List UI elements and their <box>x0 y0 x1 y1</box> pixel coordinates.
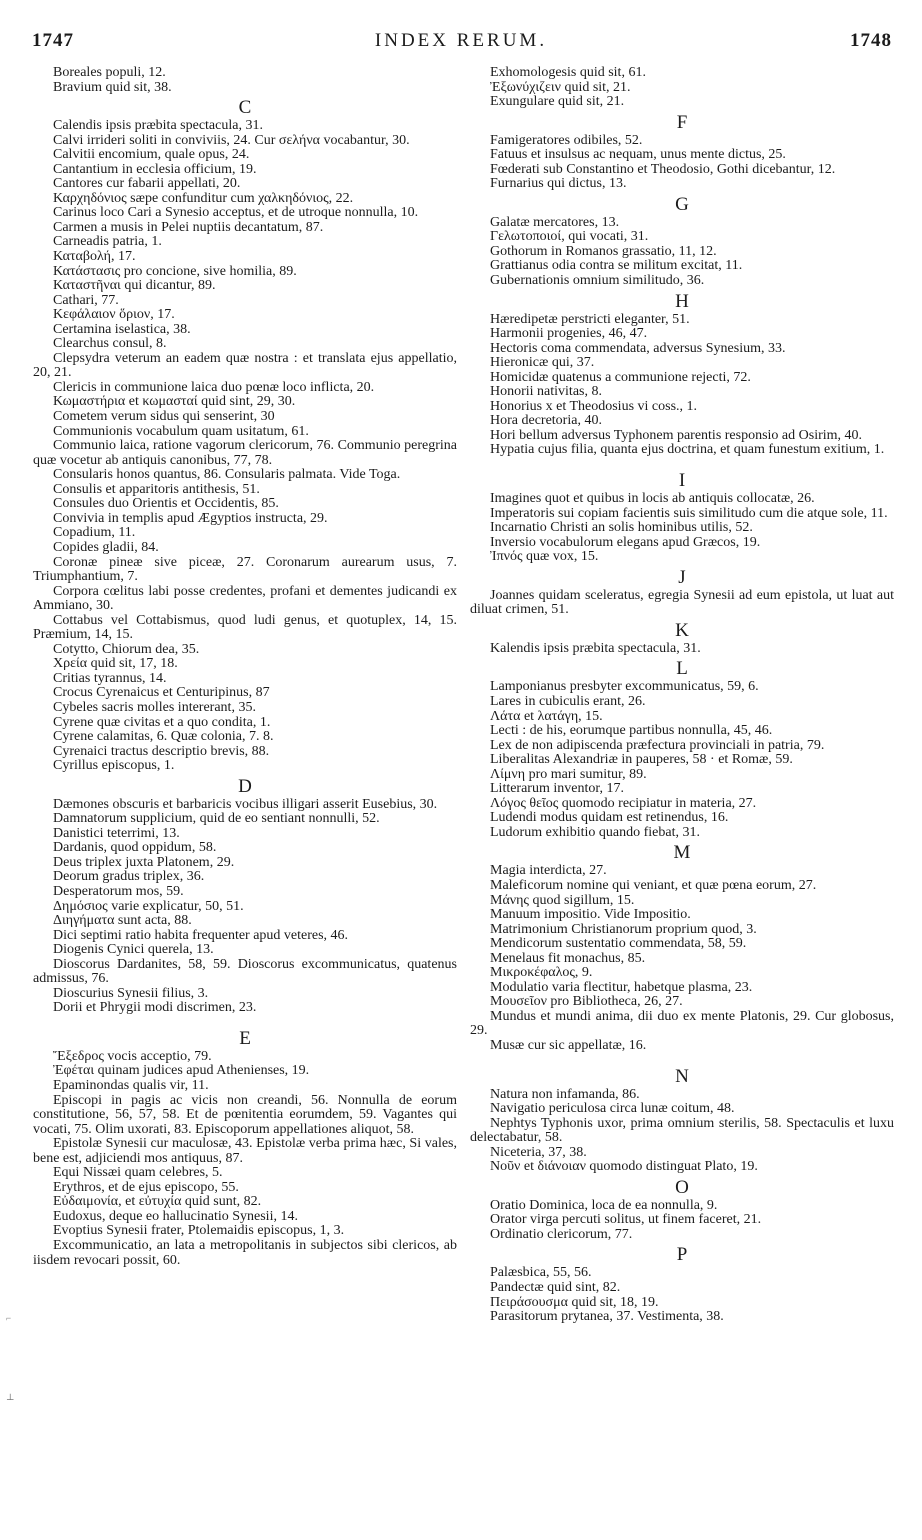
margin-mark: ⊥ <box>6 1392 15 1402</box>
index-entry: Coronæ pineæ sive piceæ, 27. Coronarum aurearum usus, 7. Triumphantium, 7. <box>33 554 457 585</box>
section-letter-o: O <box>675 1176 689 1198</box>
index-entry: Oratio Dominica, loca de ea nonnulla, 9. <box>490 1197 718 1213</box>
index-entry: Dioscorus Dardanites, 58, 59. Dioscorus excommunicatus, quatenus admissus, 76. <box>33 956 457 987</box>
index-entry: Λίμνη pro mari sumitur, 89. <box>490 766 647 782</box>
index-entry: Parasitorum prytanea, 37. Vestimenta, 38. <box>490 1309 724 1325</box>
index-entry: Cantantium in ecclesia officium, 19. <box>53 161 257 177</box>
index-entry: Dardanis, quod oppidum, 58. <box>53 840 217 856</box>
section-letter-d: D <box>238 775 252 797</box>
index-entry: Episcopi in pagis ac vicis non creandi, 56. Nonnulla de eorum constitutione, 56, 57, 58. Et de pœnitentia eorumdem, 59. Vagantes qui vocati, 75. Olim uxorati, 83. Episcoporum appellationes aliquot, 58. <box>33 1092 457 1137</box>
index-entry: Honorii nativitas, 8. <box>490 384 602 400</box>
index-entry: Εὐδαιμονία, et εὐτυχία quid sunt, 82. <box>53 1194 262 1210</box>
index-entry: Carneadis patria, 1. <box>53 234 162 250</box>
index-entry: Modulatio varia flectitur, habetque plasma, 23. <box>490 979 753 995</box>
index-entry: Galatæ mercatores, 13. <box>490 214 620 230</box>
index-entry: Natura non infamanda, 86. <box>490 1086 640 1102</box>
index-entry: Damnatorum supplicium, quid de eo sentiant nonnulli, 52. <box>53 811 380 827</box>
index-entry: Ἐξωνύχιζειν quid sit, 21. <box>490 79 631 95</box>
index-entry: Harmonii progenies, 46, 47. <box>490 326 648 342</box>
index-entry: Διηγήματα sunt acta, 88. <box>53 913 192 929</box>
index-entry: Deus triplex juxta Platonem, 29. <box>53 854 235 870</box>
index-entry: Μάνης quod sigillum, 15. <box>490 892 635 908</box>
index-entry: Ἐφέται quinam judices apud Athenienses, 19. <box>53 1063 310 1079</box>
index-entry: Πειράσουσμα quid sit, 18, 19. <box>490 1294 659 1310</box>
index-entry: Fatuus et insulsus ac nequam, unus mente dictus, 25. <box>490 147 786 163</box>
index-entry: Evoptius Synesii frater, Ptolemaidis episcopus, 1, 3. <box>53 1223 345 1239</box>
index-entry: Litterarum inventor, 17. <box>490 781 624 797</box>
index-entry: Clepsydra veterum an eadem quæ nostra : et translata ejus appellatio, 20, 21. <box>33 350 457 381</box>
index-entry: Ludorum exhibitio quando fiebat, 31. <box>490 824 700 840</box>
index-entry: Καταστῆναι qui dicantur, 89. <box>53 278 216 294</box>
index-entry: Critias tyrannus, 14. <box>53 670 167 686</box>
index-entry: Incarnatio Christi an solis hominibus utilis, 52. <box>490 520 753 536</box>
index-entry: Homicidæ quatenus a communione rejecti, 72. <box>490 369 751 385</box>
index-entry: Musæ cur sic appellatæ, 16. <box>490 1037 647 1053</box>
index-entry: Cathari, 77. <box>53 292 119 308</box>
index-entry: Menelaus fit monachus, 85. <box>490 950 646 966</box>
section-letter-l: L <box>676 658 688 680</box>
index-entry: Bravium quid sit, 38. <box>53 79 172 95</box>
index-entry: Inversio vocabulorum elegans apud Græcos, 19. <box>490 534 761 550</box>
right-index-column <box>470 66 894 1325</box>
index-entry: Cyrillus episcopus, 1. <box>53 758 175 774</box>
index-entry: Danistici teterrimi, 13. <box>53 825 180 841</box>
index-entry: Consulis et apparitoris antithesis, 51. <box>53 481 260 497</box>
page-header <box>0 0 922 60</box>
index-entry: Κατάστασις pro concione, sive homilia, 89. <box>53 263 297 279</box>
index-entry: Exhomologesis quid sit, 61. <box>490 65 646 80</box>
index-entry: Carmen a musis in Pelei nuptiis decantatum, 87. <box>53 219 324 235</box>
index-entry: Dioscurius Synesii filius, 3. <box>53 985 209 1001</box>
index-entry: Liberalitas Alexandriæ in pauperes, 58 · et Romæ, 59. <box>490 752 793 768</box>
index-entry: Honorius x et Theodosius vi coss., 1. <box>490 398 698 414</box>
index-entry: Imagines quot et quibus in locis ab antiquis collocatæ, 26. <box>490 491 815 507</box>
index-entry: Cybeles sacris molles intererant, 35. <box>53 699 256 715</box>
index-entry: Gothorum in Romanos grassatio, 11, 12. <box>490 243 717 259</box>
section-letter-h: H <box>675 290 689 312</box>
index-entry: Imperatoris sui copiam facientis suis similitudo cum die atque sole, 11. <box>490 505 888 521</box>
index-entry: Dæmones obscuris et barbaricis vocibus illigari asserit Eusebius, 30. <box>53 796 438 812</box>
section-letter-j: J <box>678 566 686 588</box>
index-entry: Cyrene calamitas, 6. Quæ colonia, 7. 8. <box>53 729 274 745</box>
index-entry: Navigatio periculosa circa lunæ coitum, 48. <box>490 1101 735 1117</box>
index-entry: Cottabus vel Cottabismus, quod ludi genus, et quotuplex, 14, 15. Præmium, 14, 15. <box>33 612 457 643</box>
index-entry: Consules duo Orientis et Occidentis, 85. <box>53 496 279 512</box>
index-entry: Magia interdicta, 27. <box>490 863 607 879</box>
index-entry: Palæsbica, 55, 56. <box>490 1265 592 1281</box>
section-letter-g: G <box>675 193 689 215</box>
index-entry: Equi Nissæi quam celebres, 5. <box>53 1165 223 1181</box>
section-letter-m: M <box>673 842 691 864</box>
left-index-column <box>33 66 457 1268</box>
index-entry: Γελωτοποιοί, qui vocati, 31. <box>490 229 649 245</box>
index-entry: Calendis ipsis præbita spectacula, 31. <box>53 118 263 134</box>
index-entry: Λάτα et λατάγη, 15. <box>490 708 603 724</box>
section-letter-k: K <box>675 619 689 641</box>
index-entry: Dici septimi ratio habita frequenter apud veteres, 46. <box>53 927 349 943</box>
index-entry: Clericis in communione laica duo pœnæ loco inflicta, 20. <box>53 379 375 395</box>
index-entry: Orator virga percuti solitus, ut finem faceret, 21. <box>490 1212 762 1228</box>
index-entry: Δημόσιος varie explicatur, 50, 51. <box>53 898 244 914</box>
index-entry: Kalendis ipsis præbita spectacula, 31. <box>490 640 701 656</box>
index-entry: Certamina iselastica, 38. <box>53 321 191 337</box>
index-entry: Exungulare quid sit, 21. <box>490 94 625 110</box>
index-entry: Epaminondas qualis vir, 11. <box>53 1078 209 1093</box>
index-entry: Ordinatio clericorum, 77. <box>490 1226 633 1242</box>
index-entry: Consularis honos quantus, 86. Consularis palmata. Vide Toga. <box>53 467 401 483</box>
index-entry: Famigeratores odibiles, 52. <box>490 132 643 148</box>
index-entry: Κωμαστήρια et κωμασταί quid sint, 29, 30. <box>53 394 296 410</box>
index-entry: Καταβολή, 17. <box>53 249 136 265</box>
index-entry: Cometem verum sidus qui senserint, 30 <box>53 409 275 425</box>
index-entry: Cantores cur fabarii appellati, 20. <box>53 176 241 192</box>
index-entry: Mendicorum sustentatio commendata, 58, 59. <box>490 936 747 952</box>
index-entry: Κεφάλαιον ὅριον, 17. <box>53 307 175 323</box>
section-letter-i: I <box>678 470 686 492</box>
index-entry: Epistolæ Synesii cur maculosæ, 43. Epistolæ verba prima hæc, Si vales, bene est, adjiciendi mos antiquus, 87. <box>33 1136 457 1166</box>
index-entry: Maleficorum nomine qui veniant, et quæ pœna eorum, 27. <box>490 877 817 893</box>
right-page-number: 1748 <box>850 30 892 51</box>
index-entry: Calvitii encomium, quale opus, 24. <box>53 147 250 163</box>
index-entry: Niceteria, 37, 38. <box>490 1144 587 1160</box>
index-entry: Communio laica, ratione vagorum clericorum, 76. Communio peregrina quæ vocetur ab antiquis canonibus, 77, 78. <box>33 438 457 468</box>
index-entry: Crocus Cyrenaicus et Centuripinus, 87 <box>53 685 270 701</box>
index-entry: Καρχηδόνιος sæpe confunditur cum χαλκηδόνιος, 22. <box>53 190 354 206</box>
index-entry: Clearchus consul, 8. <box>53 336 167 352</box>
index-entry: Lares in cubiculis erant, 26. <box>490 693 646 709</box>
index-entry: Hectoris coma commendata, adversus Synesium, 33. <box>490 340 786 356</box>
index-entry: Νοῦν et διάνοιαν quomodo distinguat Plato, 19. <box>490 1159 758 1175</box>
index-entry: Joannes quidam sceleratus, egregia Synesii ad eum epistola, ut luat aut diluat crimen, 51. <box>470 587 894 618</box>
index-entry: Hora decretoria, 40. <box>490 413 602 429</box>
running-title: INDEX RERUM. <box>374 30 548 51</box>
index-entry: Erythros, et de ejus episcopo, 55. <box>53 1179 239 1195</box>
section-letter-p: P <box>676 1244 688 1266</box>
index-entry: Cyrene quæ civitas et a quo condita, 1. <box>53 714 271 730</box>
index-entry: Hori bellum adversus Typhonem parentis responsio ad Osirim, 40. <box>490 427 863 443</box>
index-entry: Ἰπνός quæ vox, 15. <box>490 549 599 565</box>
index-entry: Mundus et mundi anima, dii duo ex mente Platonis, 29. Cur globosus, 29. <box>470 1008 894 1039</box>
index-entry: Gubernationis omnium similitudo, 36. <box>490 273 705 289</box>
index-entry: Desperatorum mos, 59. <box>53 883 184 899</box>
index-entry: Matrimonium Christianorum proprium quod, 3. <box>490 921 757 937</box>
index-entry: Furnarius qui dictus, 13. <box>490 176 627 192</box>
index-entry: Diogenis Cynici querela, 13. <box>53 942 214 958</box>
index-entry: Fœderati sub Constantino et Theodosio, Gothi dicebantur, 12. <box>490 161 836 177</box>
index-entry: Nephtys Typhonis uxor, prima omnium sterilis, 58. Spectaculis et luxu delectabatur, 58. <box>470 1115 894 1146</box>
section-letter-e: E <box>239 1027 251 1049</box>
index-entry: Lamponianus presbyter excommunicatus, 59, 6. <box>490 679 759 695</box>
index-entry: Communionis vocabulum quam usitatum, 61. <box>53 423 309 439</box>
margin-mark: ⌐ <box>6 1313 12 1323</box>
index-entry: Hæredipetæ perstricti eleganter, 51. <box>490 311 690 327</box>
index-entry: Calvi irrideri soliti in conviviis, 24. Cur σελήνα vocabantur, 30. <box>53 132 410 148</box>
index-entry: Ἔξεδρος vocis acceptio, 79. <box>53 1048 212 1064</box>
index-entry: Ludendi modus quidam est retinendus, 16. <box>490 810 729 826</box>
index-entry: Eudoxus, deque eo hallucinatio Synesii, 14. <box>53 1208 298 1224</box>
index-entry: Lecti : de his, eorumque partibus nonnulla, 45, 46. <box>490 723 773 739</box>
section-letter-c: C <box>238 97 252 119</box>
index-entry: Boreales populi, 12. <box>53 65 166 80</box>
index-entry: Cyrenaici tractus descriptio brevis, 88. <box>53 743 270 759</box>
left-page-number: 1747 <box>32 30 74 51</box>
section-letter-n: N <box>675 1065 689 1087</box>
index-entry: Λόγος θεῖος quomodo recipiatur in materia, 27. <box>490 795 757 811</box>
index-entry: Excommunicatio, an lata a metropolitanis in subjectos sibi clericos, ab iisdem revocari possit, 60. <box>33 1238 457 1268</box>
index-entry: Dorii et Phrygii modi discrimen, 23. <box>53 1000 257 1016</box>
index-entry: Hypatia cujus filia, quanta ejus doctrina, et quam funestum exitium, 1. <box>490 442 885 458</box>
index-entry: Χρεία quid sit, 17, 18. <box>53 656 178 672</box>
index-entry: Convivia in templis apud Ægyptios instructa, 29. <box>53 510 328 526</box>
index-entry: Μικροκέφαλος, 9. <box>490 965 593 981</box>
index-entry: Μουσεῖον pro Bibliotheca, 26, 27. <box>490 994 683 1010</box>
index-entry: Cotytto, Chiorum dea, 35. <box>53 641 200 657</box>
index-entry: Corpora cœlitus labi posse credentes, profani et dementes judicandi ex Ammiano, 30. <box>33 583 457 614</box>
index-entry: Grattianus odia contra se militum excitat, 11. <box>490 258 743 274</box>
index-entry: Carinus loco Cari a Synesio acceptus, et de utroque nonnulla, 10. <box>53 205 419 221</box>
index-entry: Deorum gradus triplex, 36. <box>53 869 205 885</box>
index-entry: Pandectæ quid sint, 82. <box>490 1280 621 1295</box>
index-entry: Lex de non adipiscenda præfectura provinciali in patria, 79. <box>490 737 825 753</box>
index-entry: Hieronicæ qui, 37. <box>490 355 595 371</box>
index-entry: Manuum impositio. Vide Impositio. <box>490 907 691 923</box>
section-letter-f: F <box>676 111 688 133</box>
index-entry: Copadium, 11. <box>53 525 136 541</box>
index-entry: Copides gladii, 84. <box>53 539 159 555</box>
